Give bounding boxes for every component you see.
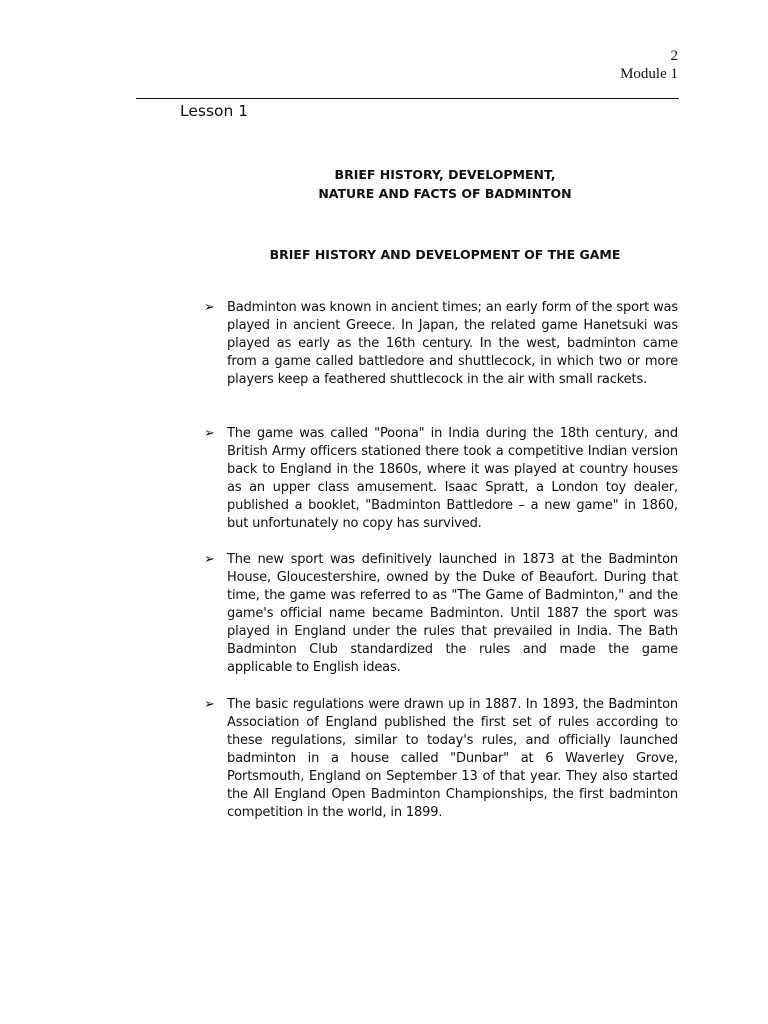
arrow-bullet-icon: ➢ — [204, 426, 215, 441]
header-divider — [136, 98, 679, 99]
bullet-text: The game was called "Poona" in India during the 18th century, and British Army officers stationed there took a competitive Indian version back to England in the 1860s, where it was played at country houses as an upper class amusement. Isaac Spratt, a London toy dealer, published a booklet, "Badminton Battledore – a new game" in 1860, but unfortunately no copy has survived. — [227, 426, 678, 531]
module-label: Module 1 — [620, 66, 678, 82]
section-heading: BRIEF HISTORY AND DEVELOPMENT OF THE GAME — [269, 247, 621, 262]
bullet-item — [204, 425, 678, 533]
arrow-bullet-icon: ➢ — [204, 300, 215, 315]
bullet-item — [204, 696, 678, 822]
arrow-bullet-icon: ➢ — [204, 697, 215, 712]
main-title-line-1: BRIEF HISTORY, DEVELOPMENT, — [334, 167, 556, 182]
bullet-item — [204, 551, 678, 677]
bullet-text: Badminton was known in ancient times; an early form of the sport was played in ancient Greece. In Japan, the related game Hanetsuki was played as early as the 16th century. In the west, badminton came from a game called battledore and shuttlecock, in which two or more players keep a feathered shuttlecock in the air with small rackets. — [227, 300, 678, 387]
lesson-label: Lesson 1 — [180, 102, 249, 120]
bullet-item — [204, 299, 678, 389]
bullet-text: The basic regulations were drawn up in 1887. In 1893, the Badminton Association of England published the first set of rules according to these regulations, similar to today's rules, and officially launched badminton in a house called "Dunbar" at 6 Waverley Grove, Portsmouth, England on September 13 of that year. They also started the All England Open Badminton Championships, the first badminton competition in the world, in 1899. — [227, 697, 678, 820]
bullet-text: The new sport was definitively launched in 1873 at the Badminton House, Gloucestershire, owned by the Duke of Beaufort. During that time, the game was referred to as "The Game of Badminton," and the game's official name became Badminton. Until 1887 the sport was played in England under the rules that prevailed in India. The Bath Badminton Club standardized the rules and made the game applicable to English ideas. — [227, 552, 678, 675]
main-title — [180, 166, 710, 203]
main-title-line-2: NATURE AND FACTS OF BADMINTON — [318, 185, 572, 201]
arrow-bullet-icon: ➢ — [204, 552, 215, 567]
page-number: 2 — [670, 48, 678, 64]
